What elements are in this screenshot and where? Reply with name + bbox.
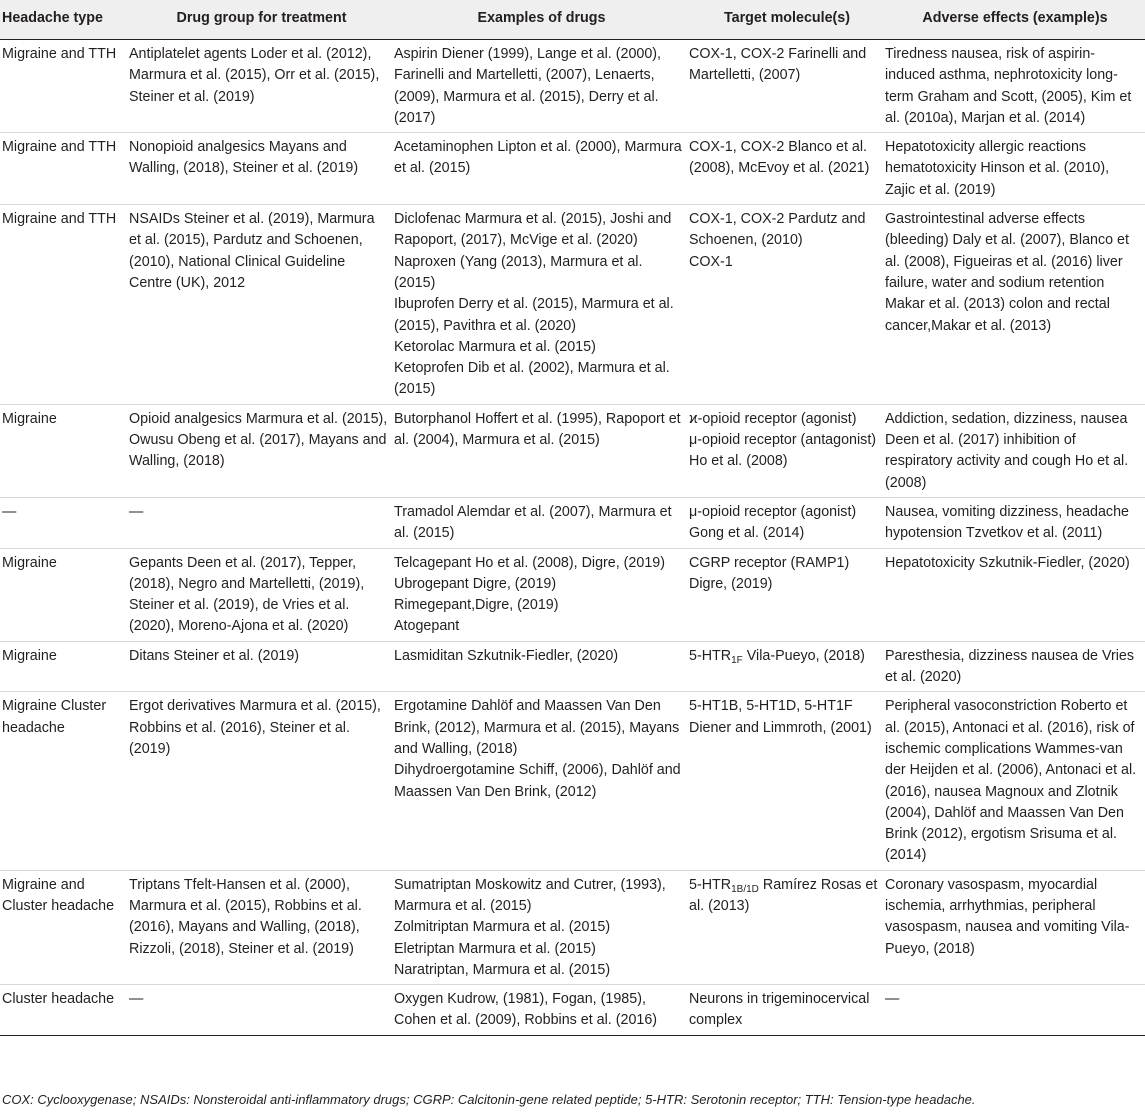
cell-text: Migraine and Cluster headache [2, 876, 115, 914]
receptor-subscript: 1F [731, 654, 743, 666]
cell-text: Peripheral vasoconstriction Roberto et al. (2015), Antonaci et al. (2016), risk of ischemic complications Wammes-van der Heijden et al. (2006), Antonaci et al. (2016), nausea Magnoux and Zlotnik (2004), Dahlöf and Maassen Van Den Brink (2012), ergotism Srisuma et al. (2014) [885, 698, 1137, 864]
cell-text: Gastrointestinal adverse effects (bleeding) Daly et al. (2007), Blanco et al. (2008), Figueiras et al. (2016) liver failure, water and sodium retention Makar et al. (2013) colon and rectal cancer,Makar et al. (2013) [885, 211, 1129, 334]
cell-drug-examples [394, 692, 689, 870]
table-header [0, 0, 1145, 40]
cell-text: Migraine [2, 647, 57, 664]
header-adverse-effects: Adverse effects (example)s [885, 0, 1145, 40]
target-molecule: 5-HT1B, 5-HT1D, 5-HT1F Diener and Limmroth, (2001) [689, 698, 872, 736]
target-molecule: COX-1, COX-2 Pardutz and Schoenen, (2010) [689, 211, 866, 249]
cell-headache-type [0, 692, 129, 870]
cell-drug-group [129, 40, 394, 133]
cell-target-molecules [689, 641, 885, 692]
header-headache-type: Headache type [0, 0, 129, 40]
cell-drug-group [129, 548, 394, 641]
drug-example: Ubrogepant Digre, (2019) [394, 575, 557, 592]
cell-text: — [129, 991, 144, 1008]
target-molecule: μ-opioid receptor (antagonist) Ho et al. (2008) [689, 432, 877, 470]
cell-text: Cluster headache [2, 991, 115, 1008]
header-target: Target molecule(s) [689, 0, 885, 40]
cell-drug-group [129, 641, 394, 692]
cell-adverse-effects [885, 40, 1145, 133]
cell-headache-type [0, 870, 129, 984]
drug-example: Eletriptan Marmura et al. (2015) [394, 940, 596, 957]
drug-example: Sumatriptan Moskowitz and Cutrer, (1993), Marmura et al. (2015) [394, 876, 666, 914]
table-row [0, 870, 1145, 984]
cell-target-molecules [689, 133, 885, 205]
cell-adverse-effects [885, 870, 1145, 984]
target-molecule: μ-opioid receptor (agonist) Gong et al. (2014) [689, 503, 857, 542]
cell-target-molecules [689, 40, 885, 133]
cell-text: Migraine [2, 554, 57, 571]
cell-headache-type [0, 641, 129, 692]
cell-text: Antiplatelet agents Loder et al. (2012), Marmura et al. (2015), Orr et al. (2015), Steiner et al. (2019) [129, 46, 380, 105]
cell-target-molecules [689, 870, 885, 984]
cell-drug-group [129, 985, 394, 1036]
table-row [0, 692, 1145, 870]
drug-example: Naratriptan, Marmura et al. (2015) [394, 961, 611, 978]
target-molecule: COX-1 [689, 253, 733, 270]
drug-example: Lasmiditan Szkutnik-Fiedler, (2020) [394, 647, 619, 664]
target-molecule: $5-HTR_{1F}$ Vila-Pueyo, (2018) [689, 647, 865, 666]
target-molecule: Neurons in trigeminocervical complex [689, 991, 870, 1029]
cell-drug-group [129, 870, 394, 984]
cell-text: Ergot derivatives Marmura et al. (2015), Robbins et al. (2016), Steiner et al. (2019) [129, 698, 381, 757]
drug-example: Dihydroergotamine Schiff, (2006), Dahlöf and Maassen Van Den Brink, (2012) [394, 762, 681, 800]
target-molecule: COX-1, COX-2 Farinelli and Martelletti, (2007) [689, 46, 867, 84]
cell-target-molecules [689, 497, 885, 548]
cell-drug-examples [394, 133, 689, 205]
cell-text: Migraine and TTH [2, 139, 117, 156]
table-row [0, 404, 1145, 497]
cell-drug-group [129, 205, 394, 405]
cell-headache-type [0, 497, 129, 548]
cell-drug-group [129, 692, 394, 870]
drug-example: Aspirin Diener (1999), Lange et al. (2000), Farinelli and Martelletti, (2007), Lenaerts, (2009), Marmura et al. (2015), Derry et al. (2017) [394, 46, 662, 126]
cell-adverse-effects [885, 205, 1145, 405]
cell-headache-type [0, 205, 129, 405]
cell-adverse-effects [885, 404, 1145, 497]
table-row [0, 133, 1145, 205]
cell-target-molecules [689, 205, 885, 405]
cell-target-molecules [689, 404, 885, 497]
cell-drug-group [129, 404, 394, 497]
cell-headache-type [0, 548, 129, 641]
cell-target-molecules [689, 692, 885, 870]
drug-example: Zolmitriptan Marmura et al. (2015) [394, 919, 611, 936]
cell-drug-examples [394, 870, 689, 984]
drug-example: Diclofenac Marmura et al. (2015), Joshi and Rapoport, (2017), McVige et al. (2020) [394, 211, 672, 249]
cell-drug-examples [394, 548, 689, 641]
drug-example: Atogepant [394, 618, 460, 635]
cell-drug-examples [394, 40, 689, 133]
table-footnote: COX: Cyclooxygenase; NSAIDs: Nonsteroidal anti-inflammatory drugs; CGRP: Calcitonin-gene related peptide; 5-HTR: Serotonin receptor; TTH: Tension-type headache. [2, 1092, 976, 1107]
drug-example: Telcagepant Ho et al. (2008), Digre, (2019) [394, 554, 665, 571]
cell-headache-type [0, 985, 129, 1036]
cell-headache-type [0, 133, 129, 205]
cell-drug-group [129, 133, 394, 205]
target-molecule: $5-HTR_{1B/1D}$ Ramírez Rosas et al. (2013) [689, 876, 878, 914]
target-molecule: COX-1, COX-2 Blanco et al. (2008), McEvoy et al. (2021) [689, 139, 870, 177]
cell-text: Opioid analgesics Marmura et al. (2015), Owusu Obeng et al. (2017), Mayans and Walling, (2018) [129, 410, 388, 470]
drug-example: Ketorolac Marmura et al. (2015) [394, 338, 596, 355]
cell-headache-type [0, 40, 129, 133]
header-drug-group: Drug group for treatment [129, 0, 394, 40]
cell-text: Migraine and TTH [2, 46, 117, 62]
table-row [0, 205, 1145, 405]
cell-text: NSAIDs Steiner et al. (2019), Marmura et al. (2015), Pardutz and Schoenen, (2010), National Clinical Guideline Centre (UK), 2012 [129, 211, 375, 291]
cell-drug-examples [394, 205, 689, 405]
cell-text: Tiredness nausea, risk of aspirin-induced asthma, nephrotoxicity long-term Graham and Scott, (2005), Kim et al. (2010a), Marjan et al. (2014) [885, 46, 1132, 126]
drug-example: Tramadol Alemdar et al. (2007), Marmura et al. (2015) [394, 503, 672, 542]
cell-drug-examples [394, 497, 689, 548]
drug-example: Rimegepant,Digre, (2019) [394, 597, 559, 614]
cell-target-molecules [689, 985, 885, 1036]
cell-drug-examples [394, 404, 689, 497]
drug-example: Oxygen Kudrow, (1981), Fogan, (1985), Cohen et al. (2009), Robbins et al. (2016) [394, 991, 658, 1029]
table-row [0, 641, 1145, 692]
cell-drug-examples [394, 641, 689, 692]
table-row [0, 40, 1145, 133]
cell-adverse-effects [885, 692, 1145, 870]
cell-text: Addiction, sedation, dizziness, nausea Deen et al. (2017) inhibition of respiratory activity and cough Ho et al. (2008) [885, 410, 1129, 491]
cell-text: Hepatotoxicity allergic reactions hematotoxicity Hinson et al. (2010), Zajic et al. (2019) [885, 139, 1110, 198]
cell-text: Migraine Cluster headache [2, 698, 107, 736]
drug-example: Ibuprofen Derry et al. (2015), Marmura et al. (2015), Pavithra et al. (2020) [394, 296, 674, 334]
cell-target-molecules [689, 548, 885, 641]
header-examples: Examples of drugs [394, 0, 689, 40]
cell-text: Hepatotoxicity Szkutnik-Fiedler, (2020) [885, 554, 1130, 571]
cell-text: — [2, 503, 17, 520]
cell-drug-examples [394, 985, 689, 1036]
cell-drug-group [129, 497, 394, 548]
cell-adverse-effects [885, 548, 1145, 641]
table-row [0, 497, 1145, 548]
target-molecule: ϰ-opioid receptor (agonist) [689, 410, 857, 427]
target-molecule: CGRP receptor (RAMP1) Digre, (2019) [689, 554, 850, 592]
cell-adverse-effects [885, 133, 1145, 205]
cell-headache-type [0, 404, 129, 497]
drug-example: Naproxen (Yang (2013), Marmura et al. (2015) [394, 253, 643, 291]
cell-text: Migraine and TTH [2, 211, 117, 228]
cell-text: Paresthesia, dizziness nausea de Vries et al. (2020) [885, 647, 1135, 686]
table-body [0, 40, 1145, 1036]
cell-adverse-effects [885, 985, 1145, 1036]
cell-text: Nausea, vomiting dizziness, headache hypotension Tzvetkov et al. (2011) [885, 503, 1129, 542]
drug-example: Acetaminophen Lipton et al. (2000), Marmura et al. (2015) [394, 139, 682, 177]
cell-text: — [885, 991, 900, 1008]
drug-example: Ketoprofen Dib et al. (2002), Marmura et al. (2015) [394, 360, 670, 398]
cell-adverse-effects [885, 497, 1145, 548]
cell-text: Ditans Steiner et al. (2019) [129, 647, 300, 664]
cell-text: Coronary vasospasm, myocardial ischemia, arrhythmias, peripheral vasospasm, nausea and vomiting Vila-Pueyo, (2018) [885, 876, 1130, 957]
cell-text: Gepants Deen et al. (2017), Tepper, (2018), Negro and Martelletti, (2019), Steiner et al. (2019), de Vries et al. (2020), Moreno-Ajona et al. (2020) [129, 554, 365, 635]
cell-text: Nonopioid analgesics Mayans and Walling, (2018), Steiner et al. (2019) [129, 139, 359, 177]
receptor-subscript: 1B/1D [731, 883, 759, 895]
cell-text: Triptans Tfelt-Hansen et al. (2000), Marmura et al. (2015), Robbins et al. (2016), Mayans and Walling, (2018), Rizzoli, (2018), Steiner et al. (2019) [129, 876, 362, 957]
cell-text: Migraine [2, 410, 57, 427]
drug-example: Butorphanol Hoffert et al. (1995), Rapoport et al. (2004), Marmura et al. (2015) [394, 410, 681, 449]
cell-text: — [129, 503, 144, 520]
drug-example: Ergotamine Dahlöf and Maassen Van Den Brink, (2012), Marmura et al. (2015), Mayans and Walling, (2018) [394, 698, 680, 757]
table-row [0, 548, 1145, 641]
cell-adverse-effects [885, 641, 1145, 692]
table-row [0, 985, 1145, 1036]
